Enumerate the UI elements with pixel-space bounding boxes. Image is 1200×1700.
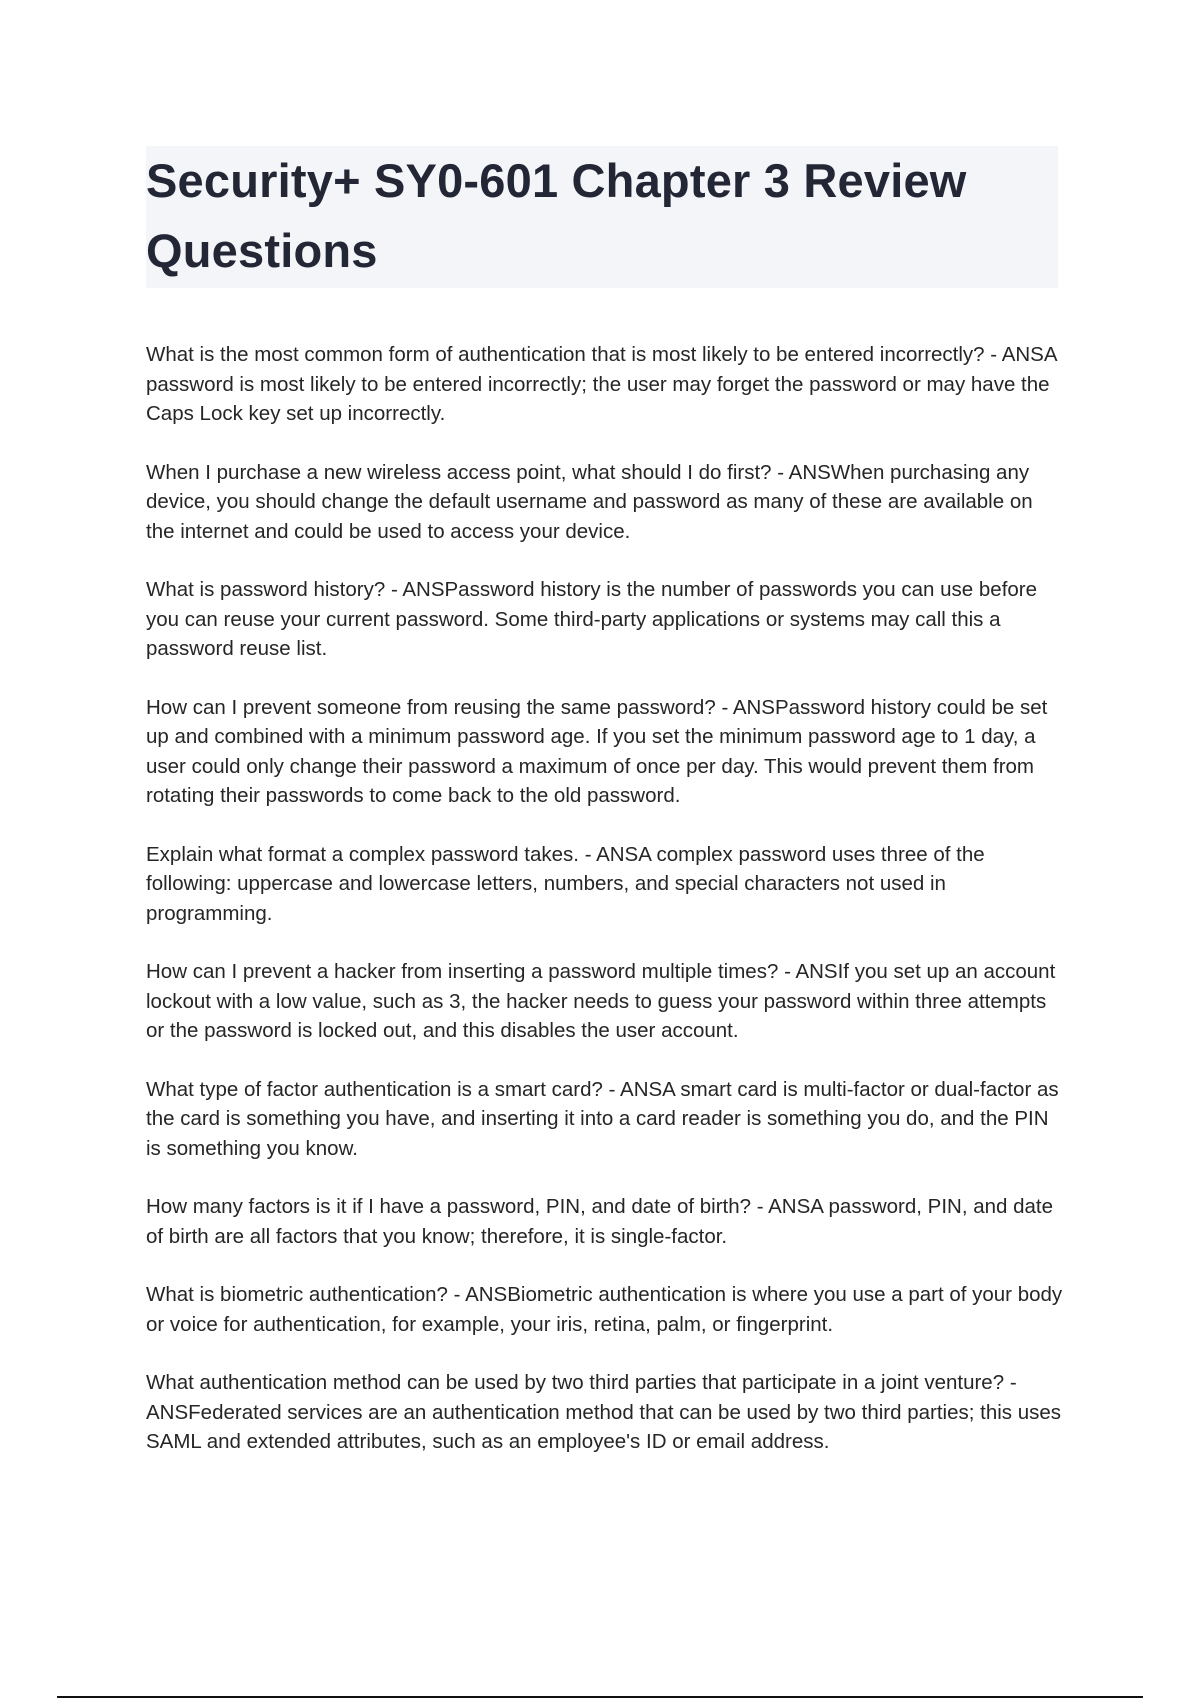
- question-text: Explain what format a complex password takes.: [146, 842, 579, 866]
- answer-text: - ANSPassword history could be set up and combined with a minimum password age. If you set the minimum password age to 1 day, a user could only change their password a maximum of once per day. This would prevent them from rotating their passwords to come back to the old password.: [146, 695, 1048, 807]
- qa-item: [146, 1192, 1066, 1251]
- title-block: [146, 146, 1058, 288]
- question-text: What is biometric authentication?: [146, 1283, 448, 1306]
- answer-text: - ANSA complex password uses three of the following: uppercase and lowercase letters, numbers, and special characters not used in programming.: [146, 842, 985, 925]
- qa-item: [146, 1368, 1066, 1457]
- qa-item: [146, 840, 1066, 929]
- question-text: When I purchase a new wireless access point, what should I do first?: [146, 460, 772, 484]
- footer-divider: [57, 1696, 1143, 1698]
- answer-text: - ANSA smart card is multi-factor or dual-factor as the card is something you have, and inserting it into a card reader is something you do, and the PIN is something you know.: [146, 1077, 1059, 1160]
- answer-text: - ANSWhen purchasing any device, you should change the default username and password as many of these are available on the internet and could be used to access your device.: [146, 460, 1033, 543]
- qa-item: [146, 693, 1066, 811]
- answer-text: - ANSPassword history is the number of passwords you can use before you can reuse your current password. Some third-party applications or systems may call this a password reuse list.: [146, 578, 1038, 660]
- question-text: What is the most common form of authentication that is most likely to be entered incorrectly?: [146, 343, 985, 366]
- question-text: How can I prevent someone from reusing the same password?: [146, 695, 716, 719]
- question-text: What is password history?: [146, 578, 386, 601]
- qa-item: [146, 575, 1066, 664]
- qa-item: [146, 957, 1066, 1046]
- qa-list: [146, 340, 1066, 1486]
- question-text: How can I prevent a hacker from inserting a password multiple times?: [146, 960, 779, 983]
- answer-text: - ANSIf you set up an account lockout with a low value, such as 3, the hacker needs to guess your password within three attempts or the password is locked out, and this disables the user account.: [146, 960, 1056, 1042]
- answer-text: - ANSBiometric authentication is where you use a part of your body or voice for authentication, for example, your iris, retina, palm, or fingerprint.: [146, 1283, 1063, 1336]
- question-text: What authentication method can be used by two third parties that participate in a joint venture?: [146, 1371, 1005, 1394]
- qa-item: [146, 340, 1066, 429]
- question-text: What type of factor authentication is a smart card?: [146, 1077, 603, 1101]
- answer-text: - ANSA password is most likely to be entered incorrectly; the user may forget the password or may have the Caps Lock key set up incorrectly.: [146, 343, 1057, 425]
- qa-item: [146, 1280, 1066, 1339]
- answer-text: - ANSFederated services are an authentication method that can be used by two third parties; this uses SAML and extended attributes, such as an employee's ID or email address.: [146, 1371, 1062, 1453]
- page-title: Security+ SY0-601 Chapter 3 Review Questions: [146, 154, 967, 277]
- qa-item: [146, 458, 1066, 547]
- answer-text: - ANSA password, PIN, and date of birth are all factors that you know; therefore, it is single-factor.: [146, 1195, 1054, 1248]
- qa-item: [146, 1075, 1066, 1164]
- question-text: How many factors is it if I have a password, PIN, and date of birth?: [146, 1195, 752, 1218]
